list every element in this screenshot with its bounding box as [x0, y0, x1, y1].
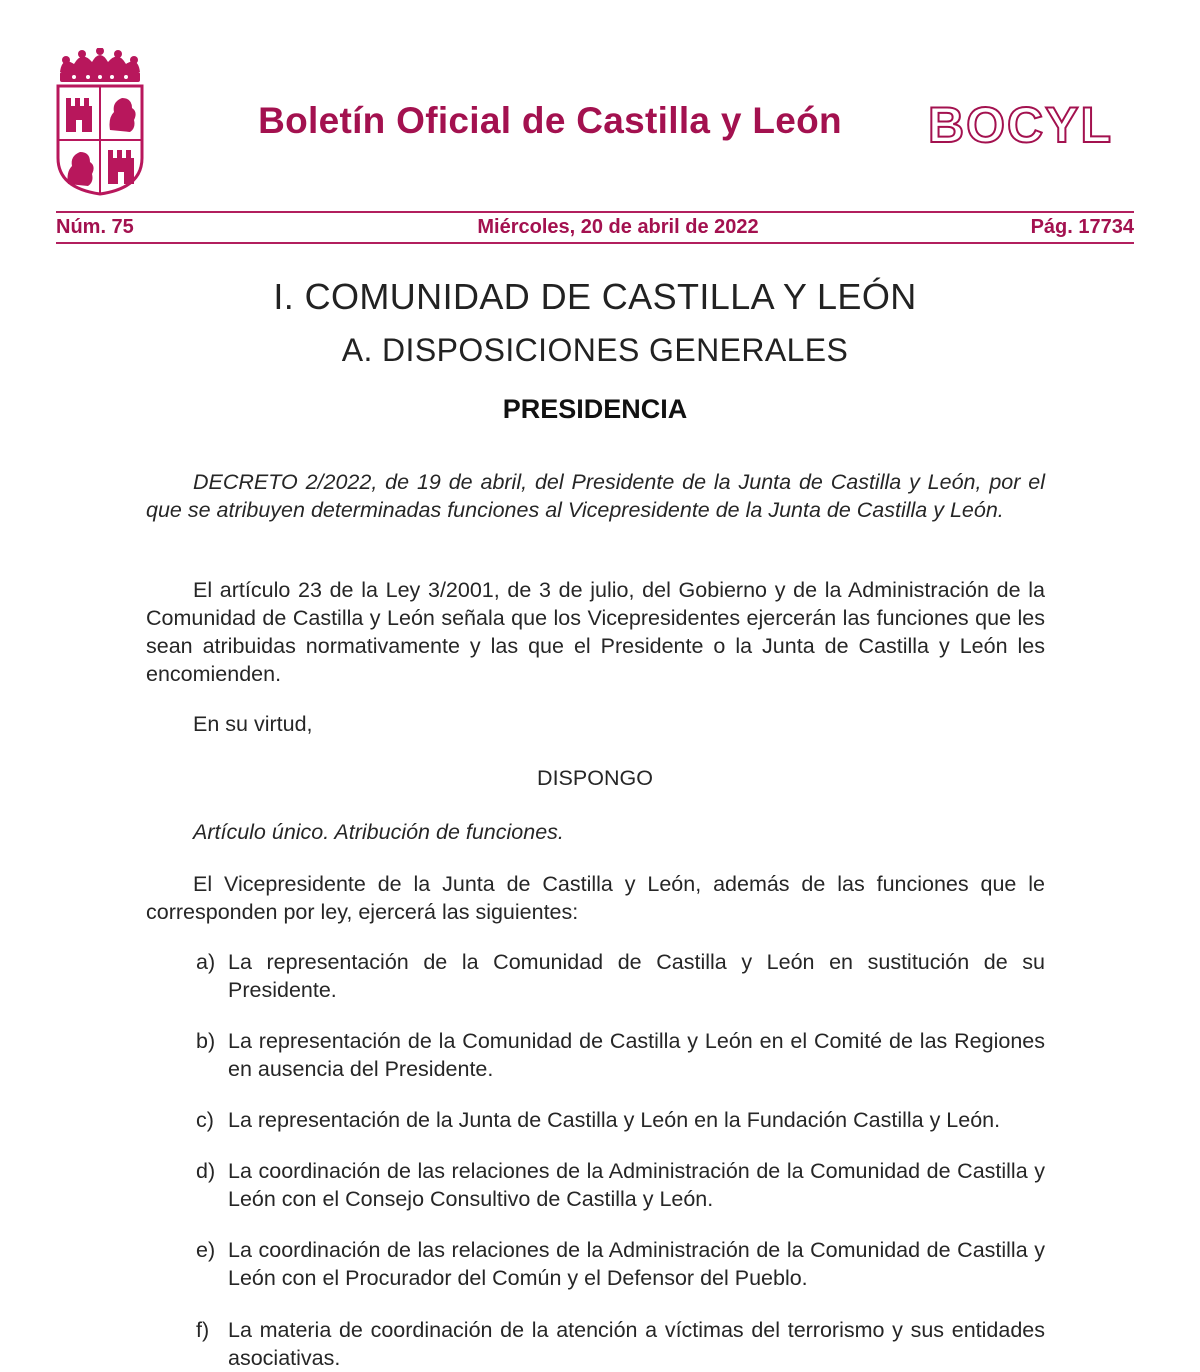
- section-heading: I. COMUNIDAD DE CASTILLA Y LEÓN: [273, 276, 917, 317]
- department-heading: PRESIDENCIA: [502, 394, 688, 424]
- list-item-label: a): [196, 950, 216, 974]
- list-item: [196, 1157, 1045, 1213]
- bocyl-logo-text: BOCYL: [928, 97, 1113, 152]
- header-rule-top: [56, 211, 1134, 213]
- dispongo-heading: DISPONGO: [537, 766, 653, 790]
- list-item: [196, 1316, 1045, 1372]
- subsection-heading: A. DISPOSICIONES GENERALES: [341, 332, 849, 368]
- list-item-text: La representación de la Comunidad de Castilla y León en sustitución de su Presidente.: [228, 950, 1045, 1002]
- paragraph-functions-intro: El Vicepresidente de la Junta de Castilla y León, además de las funciones que le corresponden por ley, ejercerá las siguientes:: [146, 872, 1045, 924]
- list-item: [196, 1236, 1045, 1292]
- list-item-text: La representación de la Junta de Castilla y León en la Fundación Castilla y León.: [228, 1108, 1001, 1132]
- list-item-text: La representación de la Comunidad de Castilla y León en el Comité de las Regiones en ausencia del Presidente.: [228, 1029, 1045, 1081]
- list-item: [196, 948, 1045, 1004]
- list-item-label: b): [196, 1029, 216, 1053]
- list-item-text: La coordinación de las relaciones de la Administración de la Comunidad de Castilla y León con el Procurador del Común y el Defensor del Pueblo.: [228, 1238, 1045, 1290]
- list-item: [196, 1106, 1045, 1134]
- issue-date: Miércoles, 20 de abril de 2022: [477, 216, 759, 238]
- page-number: Pág. 17734: [1030, 216, 1134, 238]
- list-item-label: f): [196, 1318, 210, 1342]
- list-item-label: c): [196, 1108, 214, 1132]
- paragraph-en-su-virtud: En su virtud,: [193, 712, 313, 736]
- publication-title: Boletín Oficial de Castilla y León: [258, 100, 842, 141]
- article-title: Artículo único. Atribución de funciones.: [193, 820, 564, 844]
- list-item-label: d): [196, 1159, 216, 1183]
- bocyl-logo: [928, 96, 1138, 152]
- list-item-text: La materia de coordinación de la atención a víctimas del terrorismo y sus entidades asociativas.: [228, 1318, 1045, 1370]
- list-item: [196, 1027, 1045, 1083]
- list-item-text: La coordinación de las relaciones de la Administración de la Comunidad de Castilla y León con el Consejo Consultivo de Castilla y León.: [228, 1159, 1045, 1211]
- paragraph-preamble: El artículo 23 de la Ley 3/2001, de 3 de julio, del Gobierno y de la Administración de la Comunidad de Castilla y León señala que los Vicepresidentes ejercerán las funciones que les sean atribuidas normativamente y las que el Presidente o la Junta de Castilla y León les encomienden.: [146, 578, 1045, 686]
- decree-title: DECRETO 2/2022, de 19 de abril, del Presidente de la Junta de Castilla y León, por el que se atribuyen determinadas funciones al Vicepresidente de la Junta de Castilla y León.: [146, 470, 1045, 522]
- header-rule-bottom: [56, 242, 1134, 244]
- list-item-label: e): [196, 1238, 216, 1262]
- issue-number: Núm. 75: [56, 216, 134, 238]
